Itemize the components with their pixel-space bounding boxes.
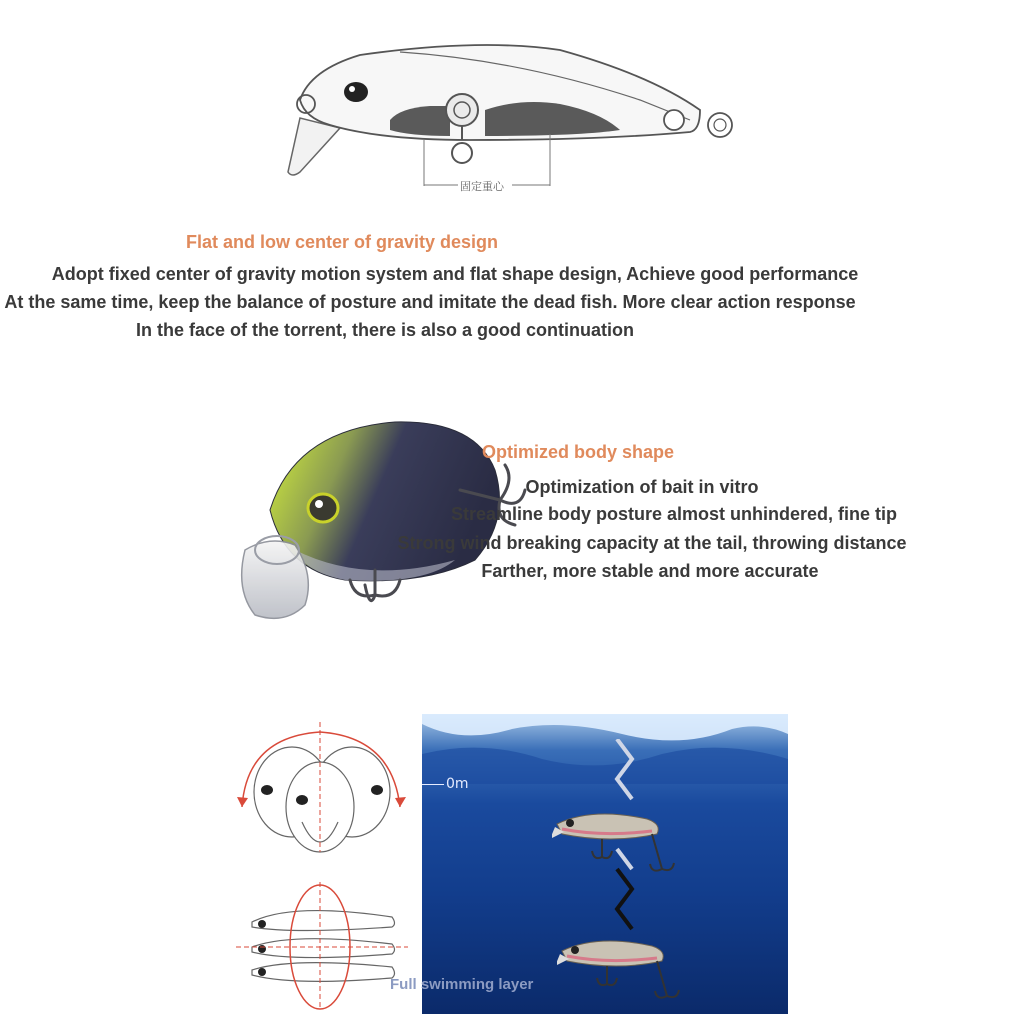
center-of-gravity-label: 固定重心 (460, 180, 504, 193)
section2-line-3: Strong wind breaking capacity at the tail, throwing distance (397, 533, 907, 553)
section1-heading: Flat and low center of gravity design (185, 232, 499, 252)
swimming-layer-panel (422, 714, 788, 1014)
section1-line-2: At the same time, keep the balance of posture and imitate the dead fish. More clear action response (4, 292, 856, 312)
depth-label: 0m (446, 776, 469, 792)
section1-line-3: In the face of the torrent, there is also a good continuation (135, 320, 635, 340)
section1-line-1: Adopt fixed center of gravity motion system and flat shape design, Achieve good performance (51, 264, 859, 284)
swimming-layer-caption: Full swimming layer (390, 976, 534, 993)
depth-marker-line (422, 784, 444, 785)
section2-line-1: Optimization of bait in vitro (525, 477, 759, 497)
section2-line-4: Farther, more stable and more accurate (481, 561, 819, 581)
section2-heading: Optimized body shape (481, 442, 675, 462)
section2-line-2: Streamline body posture almost unhindered, fine tip (450, 504, 898, 524)
